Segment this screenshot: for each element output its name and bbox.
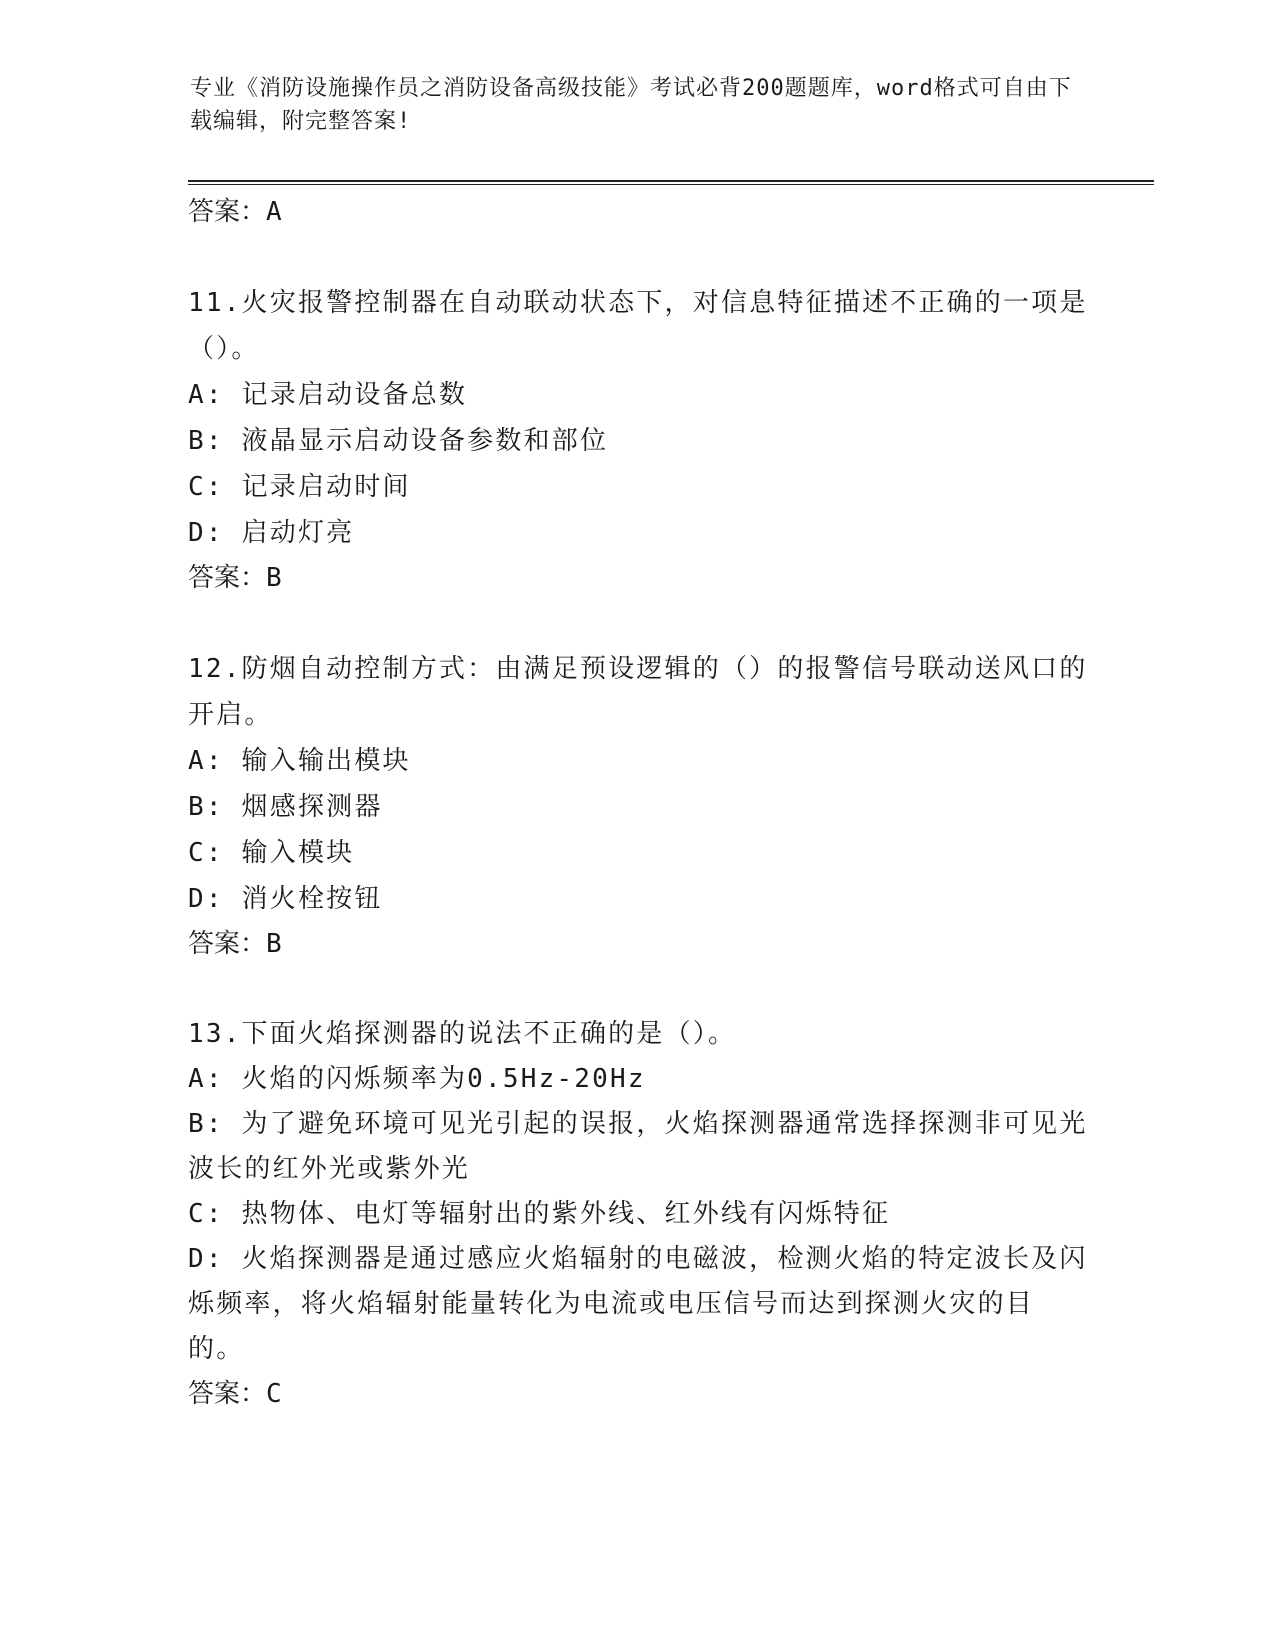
option-a: A: 火焰的闪烁频率为0.5Hz-20Hz <box>188 1064 646 1094</box>
question-12 <box>188 646 1088 966</box>
question-11 <box>188 280 1088 600</box>
answer-12: 答案：B <box>188 929 282 959</box>
option-d: D: 消火栓按钮 <box>188 884 383 914</box>
document-header: 专业《消防设施操作员之消防设备高级技能》考试必背200题题库，word格式可自由下载编辑，附完整答案! <box>190 76 1072 134</box>
option-b: B: 烟感探测器 <box>188 792 383 822</box>
option-c: C: 热物体、电灯等辐射出的紫外线、红外线有闪烁特征 <box>188 1199 891 1229</box>
question-list <box>188 190 1088 1416</box>
option-a: A: 记录启动设备总数 <box>188 380 468 410</box>
option-b: B: 为了避免环境可见光引起的误报，火焰探测器通常选择探测非可见光波长的红外光或紫外光 <box>188 1109 1088 1184</box>
question-stem: 12.防烟自动控制方式：由满足预设逻辑的（）的报警信号联动送风口的开启。 <box>188 654 1088 730</box>
option-d: D: 火焰探测器是通过感应火焰辐射的电磁波，检测火焰的特定波长及闪烁频率，将火焰辐射能量转化为电流或电压信号而达到探测火灾的目的。 <box>188 1244 1088 1364</box>
option-a: A: 输入输出模块 <box>188 746 411 776</box>
question-13 <box>188 1012 1088 1416</box>
option-d: D: 启动灯亮 <box>188 518 355 548</box>
question-stem: 13.下面火焰探测器的说法不正确的是（）。 <box>188 1019 737 1049</box>
answer-10: 答案：A <box>188 197 282 227</box>
option-b: B: 液晶显示启动设备参数和部位 <box>188 426 609 456</box>
answer-11: 答案：B <box>188 563 282 593</box>
option-c: C: 记录启动时间 <box>188 472 411 502</box>
header-divider <box>188 180 1154 185</box>
option-c: C: 输入模块 <box>188 838 355 868</box>
question-stem: 11.火灾报警控制器在自动联动状态下，对信息特征描述不正确的一项是（）。 <box>188 288 1088 364</box>
answer-13: 答案：C <box>188 1379 282 1409</box>
